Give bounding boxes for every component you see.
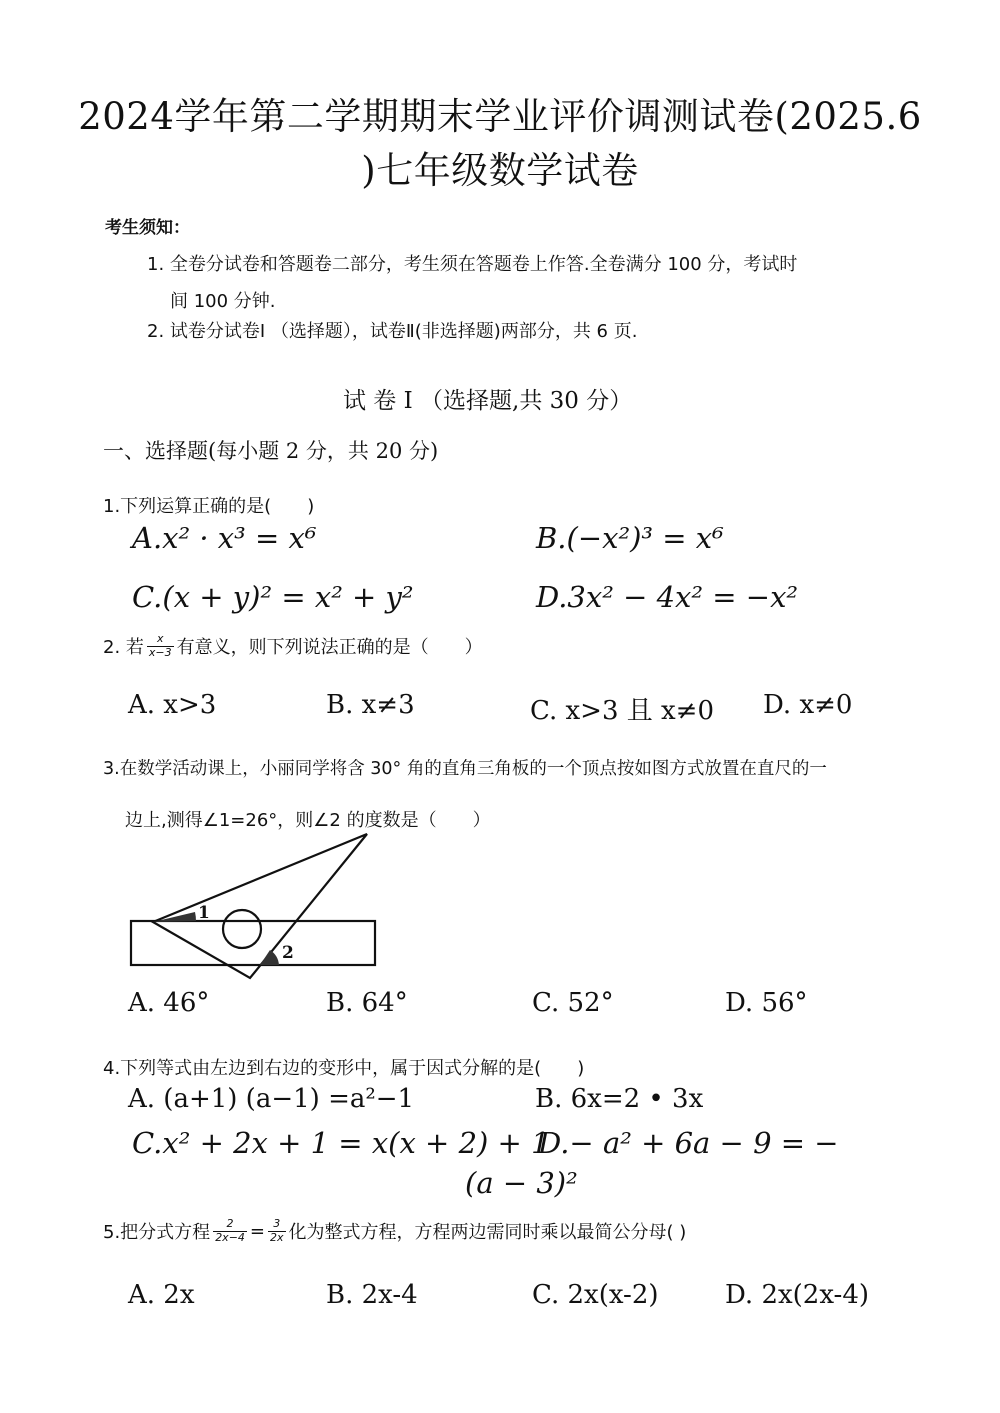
q4-option-b: B. 6x=2 • 3x	[535, 1084, 704, 1114]
page-title-line2: )七年级数学试卷	[361, 149, 639, 192]
q4-option-d-line2: (a − 3)²	[465, 1166, 578, 1200]
angle2-marker	[260, 950, 279, 965]
q3-option-b: B. 64°	[326, 988, 408, 1018]
q2-fraction	[147, 633, 174, 658]
q3-stem-line2: 边上,测得∠1=26°，则∠2 的度数是（ ）	[125, 810, 491, 831]
q3-option-c: C. 52°	[532, 988, 614, 1018]
section1-heading: 一、选择题(每小题 2 分，共 20 分)	[103, 439, 439, 463]
q5-prefix: 5.把分式方程	[103, 1222, 211, 1243]
q4-option-a: A. (a+1) (a−1) =a²−1	[128, 1084, 415, 1114]
q2-option-a: A. x>3	[128, 690, 217, 720]
q3-figure	[120, 828, 390, 988]
notice-heading: 考生须知：	[105, 218, 190, 238]
q2-stem	[103, 633, 483, 659]
q1-stem: 1.下列运算正确的是( )	[103, 496, 315, 517]
q4-option-d-line1: D.− a² + 6a − 9 = −	[538, 1126, 839, 1160]
angle2-label: 2	[282, 943, 294, 963]
q2-option-c: C. x>3 且 x≠0	[530, 696, 715, 726]
q2-prefix: 2. 若	[103, 637, 144, 658]
q5-option-d: D. 2x(2x-4)	[725, 1280, 870, 1310]
page-title-line1: 2024学年第二学期期末学业评价调测试卷(2025.6	[78, 95, 922, 138]
q5-frac2-num: 3	[268, 1218, 286, 1231]
q3-option-d: D. 56°	[725, 988, 808, 1018]
ruler-shape	[131, 921, 375, 965]
q5-option-c: C. 2x(x-2)	[532, 1280, 659, 1310]
q5-fraction-right	[268, 1218, 286, 1243]
q1-option-c: C.(x + y)² = x² + y²	[132, 580, 414, 614]
q1-option-a: A.x² · x³ = x⁶	[132, 521, 317, 555]
q5-equals: =	[249, 1220, 266, 1242]
notice-item2: 2. 试卷分试卷Ⅰ （选择题），试卷Ⅱ(非选择题)两部分，共 6 页.	[147, 321, 638, 342]
q5-stem	[103, 1218, 686, 1244]
q2-frac-num: x	[147, 633, 174, 646]
q1-option-b: B.(−x²)³ = x⁶	[536, 521, 724, 555]
q2-option-d: D. x≠0	[763, 690, 853, 720]
q5-frac1-den: 2x−4	[215, 1230, 245, 1244]
q1-option-d: D.3x² − 4x² = −x²	[536, 580, 799, 614]
angle1-label: 1	[198, 903, 210, 923]
q2-frac-den: x−3	[148, 645, 172, 659]
q4-option-c: C.x² + 2x + 1 = x(x + 2) + 1	[132, 1126, 550, 1160]
q2-suffix: 有意义，则下列说法正确的是（ ）	[176, 637, 483, 658]
q4-stem: 4.下列等式由左边到右边的变形中，属于因式分解的是( )	[103, 1058, 585, 1079]
q5-suffix: 化为整式方程，方程两边需同时乘以最简公分母( )	[288, 1222, 687, 1243]
notice-item1-line1: 1. 全卷分试卷和答题卷二部分，考生须在答题卷上作答.全卷满分 100 分，考试时	[147, 254, 798, 275]
q5-frac2-den: 2x	[270, 1230, 284, 1244]
q5-option-a: A. 2x	[128, 1280, 195, 1310]
q2-option-b: B. x≠3	[326, 690, 415, 720]
notice-item1-line2: 间 100 分钟.	[170, 291, 276, 312]
q5-frac1-num: 2	[213, 1218, 247, 1231]
set-square-hole	[223, 910, 261, 948]
q5-fraction-left	[213, 1218, 247, 1243]
q3-stem-line1: 3.在数学活动课上，小丽同学将含 30° 角的直角三角板的一个顶点按如图方式放置在直尺的一	[103, 759, 827, 779]
q3-option-a: A. 46°	[128, 988, 210, 1018]
set-square-shape	[153, 834, 367, 978]
q5-option-b: B. 2x-4	[326, 1280, 418, 1310]
part1-heading: 试 卷 Ⅰ （选择题,共 30 分）	[343, 388, 633, 414]
